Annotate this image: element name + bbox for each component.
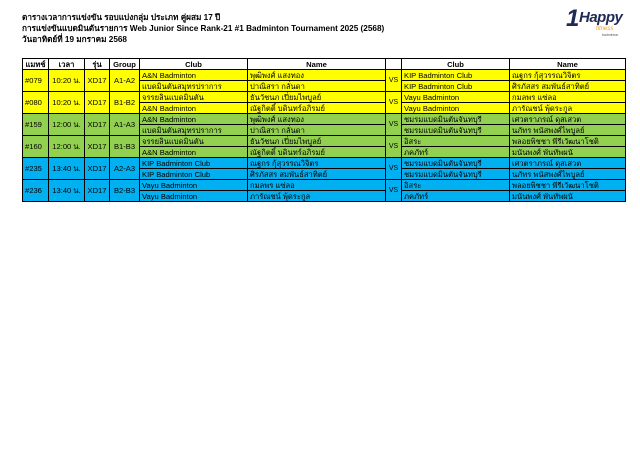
left-player-name: ณัฐกิตติ์ บดินทร์อภิรมย์ (248, 147, 386, 158)
logo-subtitle: fitness (596, 26, 614, 32)
right-player-name: ศิรภัสสร สมพันธ์สาทิตย์ (510, 81, 626, 92)
vs-label: VS (386, 136, 402, 158)
right-club: KIP Badminton Club (402, 70, 510, 81)
match-time: 13:40 น. (49, 158, 85, 180)
table-row (23, 136, 626, 147)
vs-label: VS (386, 70, 402, 92)
logo-word: Happy (579, 9, 623, 26)
left-player-name: ณฐกร กุ้สุวรรณวิจิตร (248, 158, 386, 169)
right-club: ภคภัทร์ (402, 191, 510, 202)
right-club: Vayu Badminton (402, 103, 510, 114)
left-player-name: ภารัณชน์ พุ้ดระกูล (248, 191, 386, 202)
vs-label: VS (386, 180, 402, 202)
match-time: 12:00 น. (49, 136, 85, 158)
right-club: ชมรมแบดมินตันจันทบุรี (402, 125, 510, 136)
match-time: 12:00 น. (49, 114, 85, 136)
right-club: ภคภัทร์ (402, 147, 510, 158)
right-club: ชมรมแบดมินตันจันทบุรี (402, 158, 510, 169)
document-header (22, 12, 384, 45)
col-header-club-left: Club (140, 59, 248, 70)
vs-label: VS (386, 114, 402, 136)
col-header-class: รุ่น (85, 59, 110, 70)
left-club: จรรยลินแบดมินตัน (140, 136, 248, 147)
vs-label: VS (386, 92, 402, 114)
table-row (23, 158, 626, 169)
left-club: A&N Badminton (140, 114, 248, 125)
logo-number: 1 (566, 5, 580, 32)
right-club: ชมรมแบดมินตันจันทบุรี (402, 169, 510, 180)
right-club: KIP Badminton Club (402, 81, 510, 92)
match-time: 13:40 น. (49, 180, 85, 202)
left-player-name: ศิรภัสสร สมพันธ์สาทิตย์ (248, 169, 386, 180)
right-player-name: พลอยพิชชา พีรีเวัฒนาโชติ (510, 136, 626, 147)
match-match: #159 (23, 114, 49, 136)
right-player-name: กมลพร แซ่ลอ (510, 92, 626, 103)
match-class: XD17 (85, 136, 110, 158)
col-header-name-left: Name (248, 59, 386, 70)
match-class: XD17 (85, 158, 110, 180)
col-header-time: เวลา (49, 59, 85, 70)
right-player-name: มนันพงศ์ พันทัพผนั (510, 191, 626, 202)
match-time: 10:20 น. (49, 70, 85, 92)
match-match: #236 (23, 180, 49, 202)
match-match: #160 (23, 136, 49, 158)
right-club: อิสระ (402, 136, 510, 147)
right-player-name: พลอยพิชชา พีรีเวัฒนาโชติ (510, 180, 626, 191)
header-title: ตารางเวลาการแข่งขัน รอบแบ่งกลุ่ม ประเภท คู่ผสม 17 ปี (22, 13, 221, 22)
left-player-name: ธันวัชนภ เปี่ยมไพบูลย์ (248, 92, 386, 103)
left-player-name: ณัฐกิตติ์ บดินทร์อภิรมย์ (248, 103, 386, 114)
col-header-group: Group (110, 59, 140, 70)
match-class: XD17 (85, 114, 110, 136)
table-row (23, 180, 626, 191)
logo-tagline: badminton (602, 33, 619, 37)
left-club: A&N Badminton (140, 70, 248, 81)
col-header-match: แมทช์ (23, 59, 49, 70)
left-club: KIP Badminton Club (140, 169, 248, 180)
left-player-name: ปาณิสรา กลั่นดา (248, 81, 386, 92)
left-club: KIP Badminton Club (140, 158, 248, 169)
left-player-name: ธันวัชนภ เปี่ยมไพบูลย์ (248, 136, 386, 147)
happy-fitness-logo (566, 6, 632, 40)
left-player-name: ปาณิสรา กลั่นดา (248, 125, 386, 136)
col-header-club-right: Club (402, 59, 510, 70)
vs-label: VS (386, 158, 402, 180)
left-club: A&N Badminton (140, 147, 248, 158)
left-club: Vayu Badminton (140, 191, 248, 202)
header-tournament: การแข่งขันแบดมินตันรายการ Web Junior Since Rank-21 #1 Badminton Tournament 2025 (2568) (22, 24, 385, 33)
table-row (23, 114, 626, 125)
header-date: วันอาทิตย์ที่ 19 มกราคม 2568 (22, 35, 127, 44)
left-club: จรรยลินแบดมินตัน (140, 92, 248, 103)
right-player-name: นภัทร พนัสพงศ์ไพบูลย์ (510, 169, 626, 180)
table-row (23, 92, 626, 103)
right-player-name: เศวตราภรณ์ ดุสเสวต (510, 158, 626, 169)
match-group: A1-A2 (110, 70, 140, 92)
match-class: XD17 (85, 92, 110, 114)
match-match: #080 (23, 92, 49, 114)
table-row (23, 70, 626, 81)
table-header-row (23, 59, 626, 70)
left-club: Vayu Badminton (140, 180, 248, 191)
left-player-name: พุฒิพงศ์ แสงทอง (248, 70, 386, 81)
match-group: A2-A3 (110, 158, 140, 180)
match-rows (23, 70, 626, 202)
match-group: A1-A3 (110, 114, 140, 136)
right-player-name: ณฐกร กุ้สุวรรณวิจิตร (510, 70, 626, 81)
right-player-name: ภารัณชน์ พุ้ดระกูล (510, 103, 626, 114)
match-group: B1-B3 (110, 136, 140, 158)
match-class: XD17 (85, 70, 110, 92)
match-match: #079 (23, 70, 49, 92)
left-club: A&N Badminton (140, 103, 248, 114)
match-class: XD17 (85, 180, 110, 202)
schedule-table (22, 58, 626, 202)
right-player-name: นภัทร พนัสพงศ์ไพบูลย์ (510, 125, 626, 136)
match-time: 10:20 น. (49, 92, 85, 114)
col-header-vs (386, 59, 402, 70)
col-header-name-right: Name (510, 59, 626, 70)
left-player-name: กมลพร แซ่ลอ (248, 180, 386, 191)
left-club: แบดมินตันสมุทรปราการ (140, 81, 248, 92)
right-club: Vayu Badminton (402, 92, 510, 103)
right-club: ชมรมแบดมินตันจันทบุรี (402, 114, 510, 125)
right-club: อิสระ (402, 180, 510, 191)
right-player-name: เศวตราภรณ์ ดุสเสวต (510, 114, 626, 125)
match-group: B1-B2 (110, 92, 140, 114)
match-match: #235 (23, 158, 49, 180)
right-player-name: มนันพงศ์ พันทัพผนั (510, 147, 626, 158)
left-player-name: พุฒิพงศ์ แสงทอง (248, 114, 386, 125)
left-club: แบดมินตันสมุทรปราการ (140, 125, 248, 136)
match-group: B2-B3 (110, 180, 140, 202)
